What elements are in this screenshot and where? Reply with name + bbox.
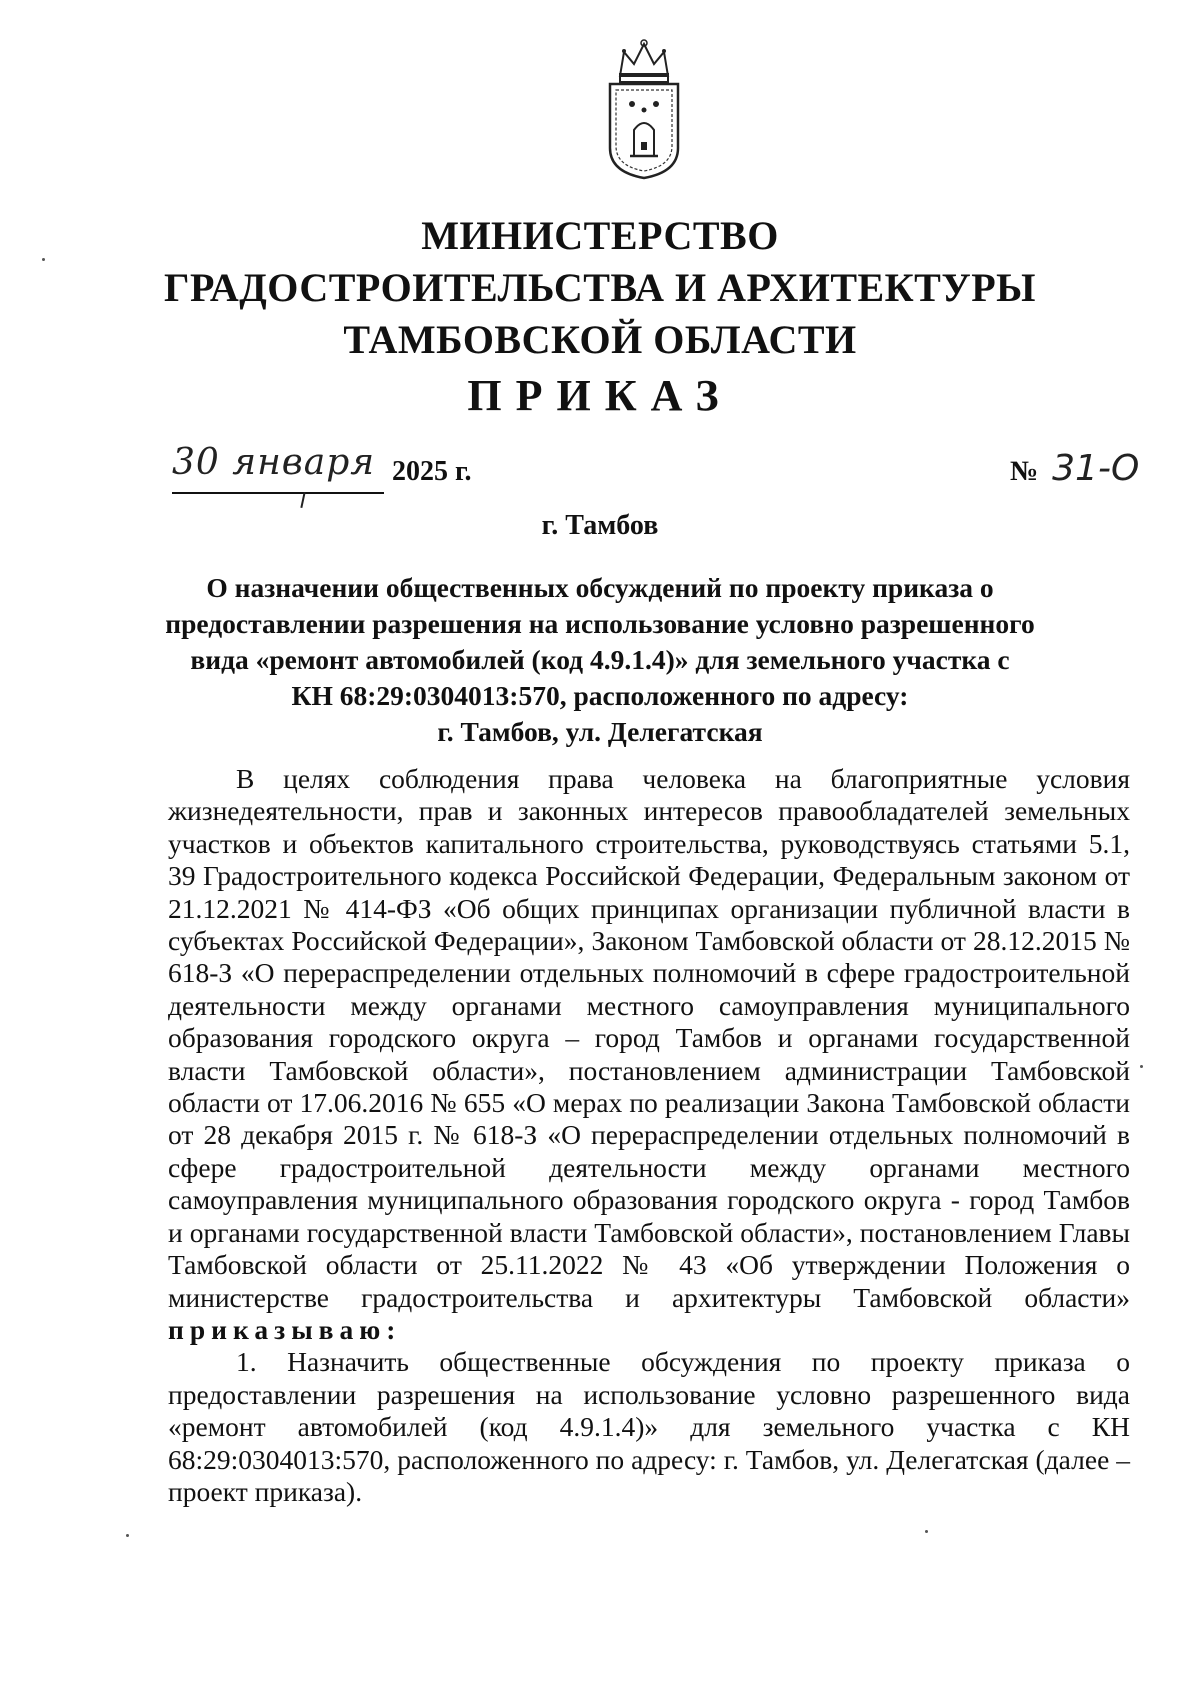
ministry-line-3: ТАМБОВСКОЙ ОБЛАСТИ (343, 317, 857, 362)
scan-speck (126, 1534, 129, 1537)
ministry-line-1: МИНИСТЕРСТВО (421, 213, 779, 258)
number-sign: № (1010, 456, 1039, 487)
preamble-paragraph: В целях соблюдения права человека на благоприятные условия жизнедеятельности, прав и законных интересов правообладателей земельных участков и объектов капитального строительства, руководствуясь статьями 5.1, 39 Градостроительного кодекса Российской Федерации, Федеральным законом от 21.12.2021 № 414-ФЗ «Об общих принципах организации публичной власти в субъектах Российской Федерации», Законом Тамбовской области от 28.12.2015 № 618-З «О перераспределении отдельных полномочий в сфере градостроительной деятельности между органами местного самоуправления муниципального образования городского округа – город Тамбов и органами государственной власти Тамбовской области», постановлением администрации Тамбовской области от 17.06.2016 № 655 «О мерах по реализации Закона Тамбовской области от 28 декабря 2015 г. № 618-З «О перераспределении отдельных полномочий в сфере градостроительной деятельности между органами местного самоуправления муниципального образования городского округа - город Тамбов и органами государственной власти Тамбовской области», постановлением Главы Тамбовской области от 25.11.2022 № 43 «Об утверждении Положения о министерстве градостроительства и архитектуры Тамбовской области» (168, 763, 1130, 1313)
order-year: 2025 г. (392, 456, 472, 487)
scan-speck (925, 1530, 928, 1533)
document-title: ПРИКАЗ (467, 371, 733, 420)
subject-line-2: предоставлении разрешения на использование условно разрешенного (165, 608, 1035, 639)
tambov-coat-of-arms-icon (598, 38, 690, 180)
subject-line-5: г. Тамбов, ул. Делегатская (437, 716, 763, 747)
subject-line-4: КН 68:29:0304013:570, расположенного по адресу: (291, 680, 909, 711)
order-directive-word: приказываю: (168, 1313, 402, 1345)
order-date (172, 442, 592, 502)
order-number (1010, 448, 1139, 489)
order-subject (160, 570, 1040, 750)
order-city: г. Тамбов (541, 510, 659, 541)
subject-line-1: О назначении общественных обсуждений по проекту приказа о (206, 572, 994, 603)
subject-line-3: вида «ремонт автомобилей (код 4.9.1.4)» для земельного участка с (190, 644, 1010, 675)
order-body (168, 763, 1130, 1508)
ministry-line-2: ГРАДОСТРОИТЕЛЬСТВА И АРХИТЕКТУРЫ (164, 265, 1036, 310)
ministry-name (150, 210, 1050, 366)
handwritten-number: 31-О (1052, 448, 1140, 489)
date-pen-stroke (300, 492, 305, 508)
scan-speck (1140, 1065, 1143, 1068)
item-1-paragraph: 1. Назначить общественные обсуждения по проекту приказа о предоставлении разрешения на использование условно разрешенного вида «ремонт автомобилей (код 4.9.1.4)» для земельного участка с КН 68:29:0304013:570, расположенного по адресу: г. Тамбов, ул. Делегатская (далее – проект приказа). (168, 1346, 1130, 1507)
scan-speck (42, 258, 45, 261)
handwritten-date: 30 января (172, 442, 376, 483)
date-underline (172, 492, 384, 494)
